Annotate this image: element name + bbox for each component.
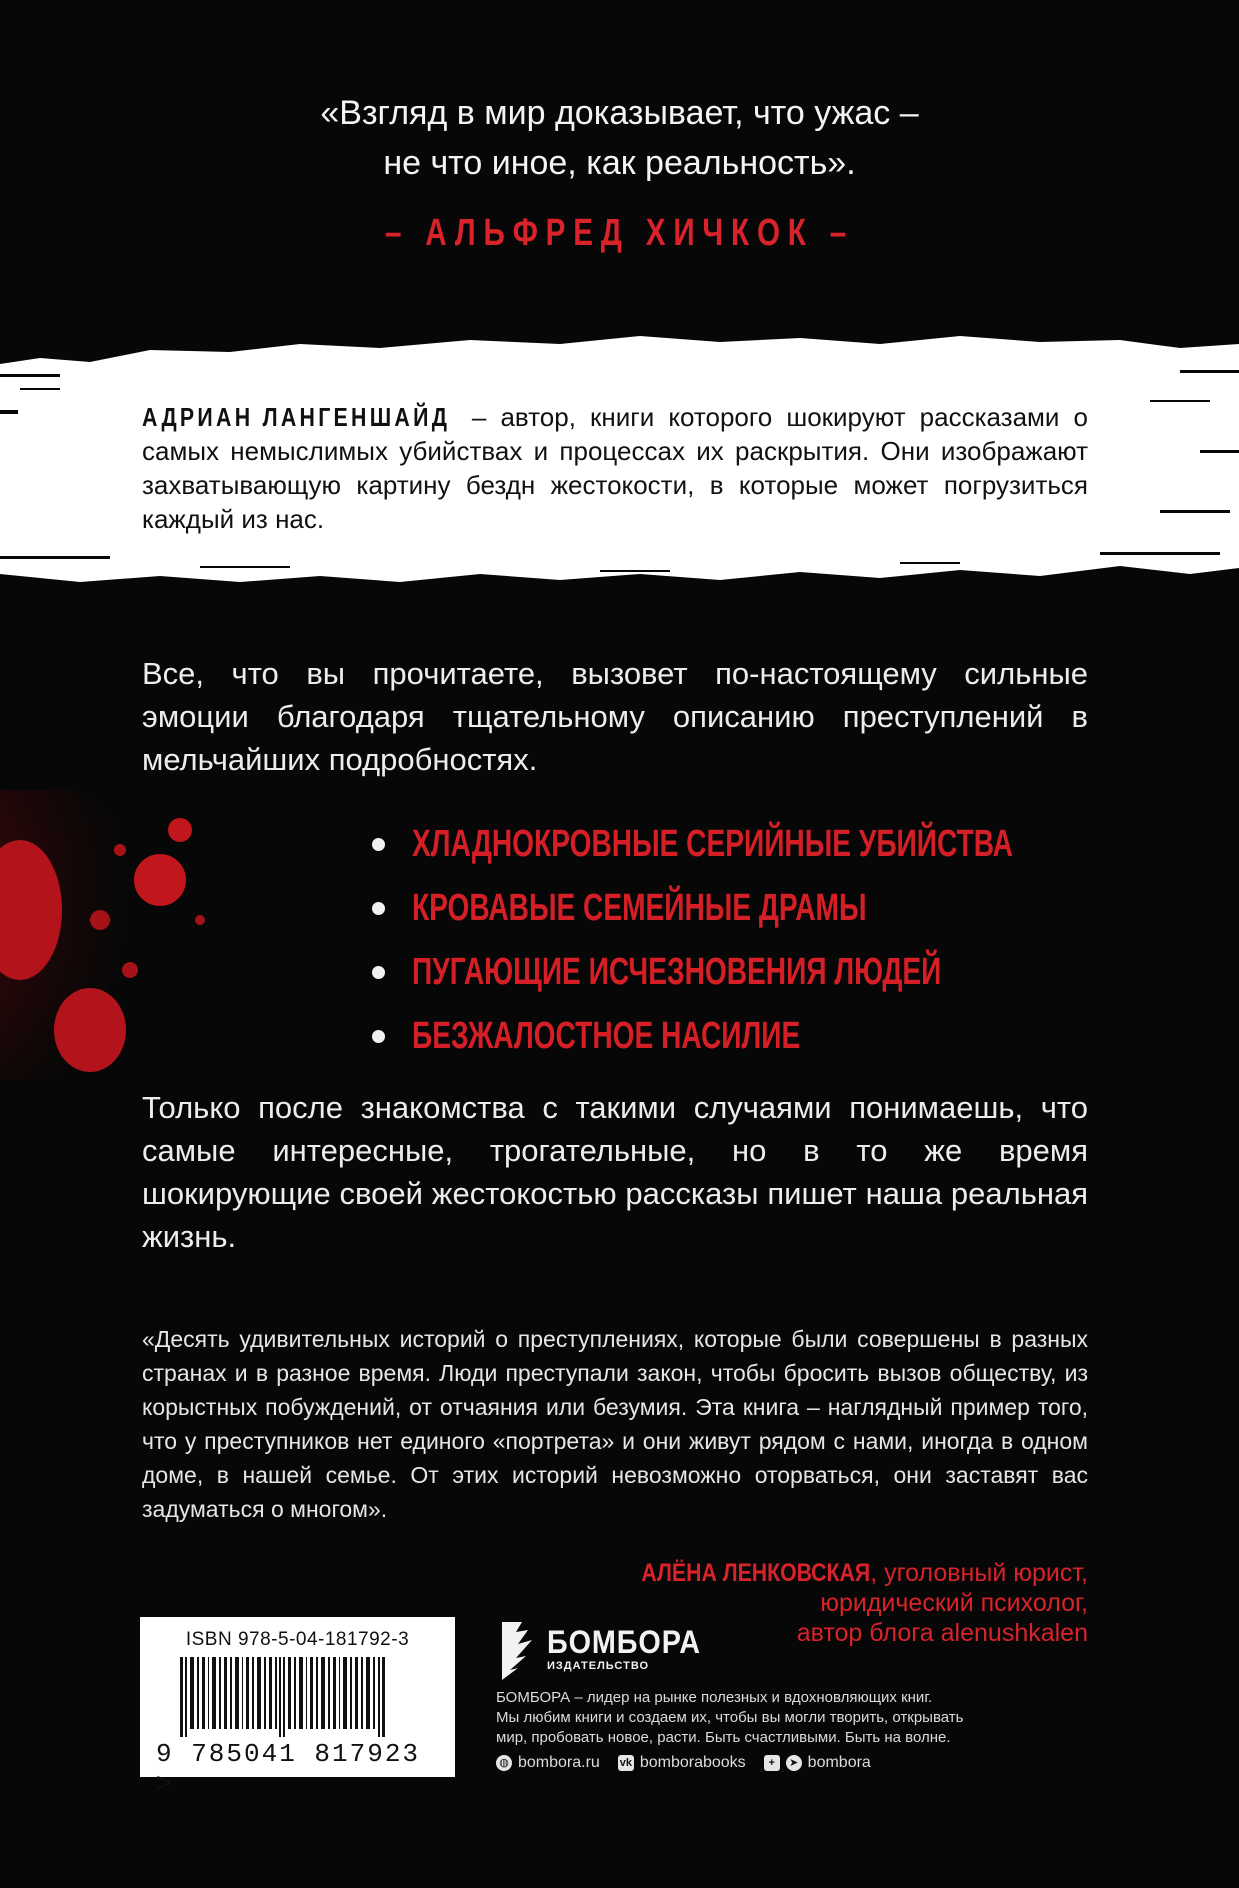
list-item-text: ПУГАЮЩИЕ ИСЧЕЗНОВЕНИЯ ЛЮДЕЙ <box>412 951 942 993</box>
review-quote: «Десять удивительных историй о преступлениях, которые были совершены в разных странах и в разное время. Люди преступали закон, чтобы бросить вызов обществу, из корыстных побуждений, от отчаяния или безумия. Эта книга – наглядный пример того, что у преступников нет единого «портрета» и они живут рядом с нами, иногда в одном доме, в нашей семье. От этих историй невозможно оторваться, они заставят вас задуматься о многом». <box>142 1326 1088 1522</box>
publisher-about <box>496 1688 1056 1748</box>
bullet-dot-icon <box>372 902 385 915</box>
publisher-socials <box>496 1754 871 1772</box>
review-author-role-2: юридический психолог, <box>820 1589 1088 1617</box>
epigraph-line-2: не что иное, как реальность». <box>383 144 856 182</box>
author-bio <box>142 400 1088 536</box>
review-author-role-3: автор блога alenushkalen <box>796 1619 1088 1647</box>
isbn-barcode <box>140 1617 455 1799</box>
publisher-subtitle: ИЗДАТЕЛЬСТВО <box>547 1660 650 1672</box>
bullet-dot-icon <box>372 1030 385 1043</box>
social-website[interactable] <box>496 1754 600 1772</box>
social-telegram[interactable] <box>764 1754 871 1772</box>
barcode-digits: 9 785041 817923 > <box>156 1739 421 1799</box>
list-item-text: ХЛАДНОКРОВНЫЕ СЕРИЙНЫЕ УБИЙСТВА <box>412 823 1013 865</box>
blood-splatter-icon <box>0 790 230 1090</box>
review-author-name: АЛЁНА ЛЕНКОВСКАЯ <box>641 1559 871 1587</box>
globe-icon: ◍ <box>496 1755 512 1771</box>
publisher-about-line: Мы любим книги и создаем их, чтобы вы могли творить, открывать <box>496 1709 964 1726</box>
social-label: bombora <box>807 1754 871 1771</box>
publisher-name: БОМБОРА <box>547 1624 701 1660</box>
intro-paragraph: Все, что вы прочитаете, вызовет по-настоящему сильные эмоции благодаря тщательному описанию преступлений в мельчайших подробностях. <box>142 656 1088 777</box>
author-bio-text: – автор, книги которого шокируют рассказами о самых немыслимых убийствах и процессах их раскрытия. Они изображают захватывающую картину бездн жестокости, в которые может погрузиться каждый из нас. <box>142 402 1088 534</box>
publisher-about-line: мир, пробовать новое, расти. Быть счастливыми. Быть на волне. <box>496 1729 951 1746</box>
list-item <box>370 876 1070 940</box>
epigraph-quote <box>0 88 1239 188</box>
topic-list <box>370 812 1070 1068</box>
social-vk[interactable] <box>618 1754 746 1772</box>
bullet-dot-icon <box>372 966 385 979</box>
closing-paragraph: Только после знакомства с такими случаями понимаешь, что самые интересные, трогательные, но в то же время шокирующие своей жестокостью рассказы пишет наша реальная жизнь. <box>142 1090 1088 1254</box>
vk-icon: vk <box>619 1757 632 1769</box>
epigraph-line-1: «Взгляд в мир доказывает, что ужас – <box>320 94 919 132</box>
review-author-role: , уголовный юрист, <box>870 1559 1088 1587</box>
list-item <box>370 940 1070 1004</box>
social-label: bomborabooks <box>639 1754 746 1771</box>
list-item-text: КРОВАВЫЕ СЕМЕЙНЫЕ ДРАМЫ <box>412 887 867 929</box>
social-label: bombora.ru <box>518 1754 600 1771</box>
list-item <box>370 1004 1070 1068</box>
list-item-text: БЕЗЖАЛОСТНОЕ НАСИЛИЕ <box>412 1015 801 1057</box>
barcode-bars-icon <box>180 1657 420 1737</box>
telegram-icon: ➤ <box>786 1755 802 1771</box>
bullet-dot-icon <box>372 838 385 851</box>
list-item <box>370 812 1070 876</box>
author-name: АДРИАН ЛАНГЕНШАЙД <box>142 402 451 432</box>
epigraph-author: – АЛЬФРЕД ХИЧКОК – <box>384 212 855 254</box>
publisher-about-line: БОМБОРА – лидер на рынке полезных и вдохновляющих книг. <box>496 1689 933 1706</box>
isbn-number: ISBN 978-5-04-181792-3 <box>185 1629 410 1650</box>
plus-icon: + <box>764 1755 780 1771</box>
